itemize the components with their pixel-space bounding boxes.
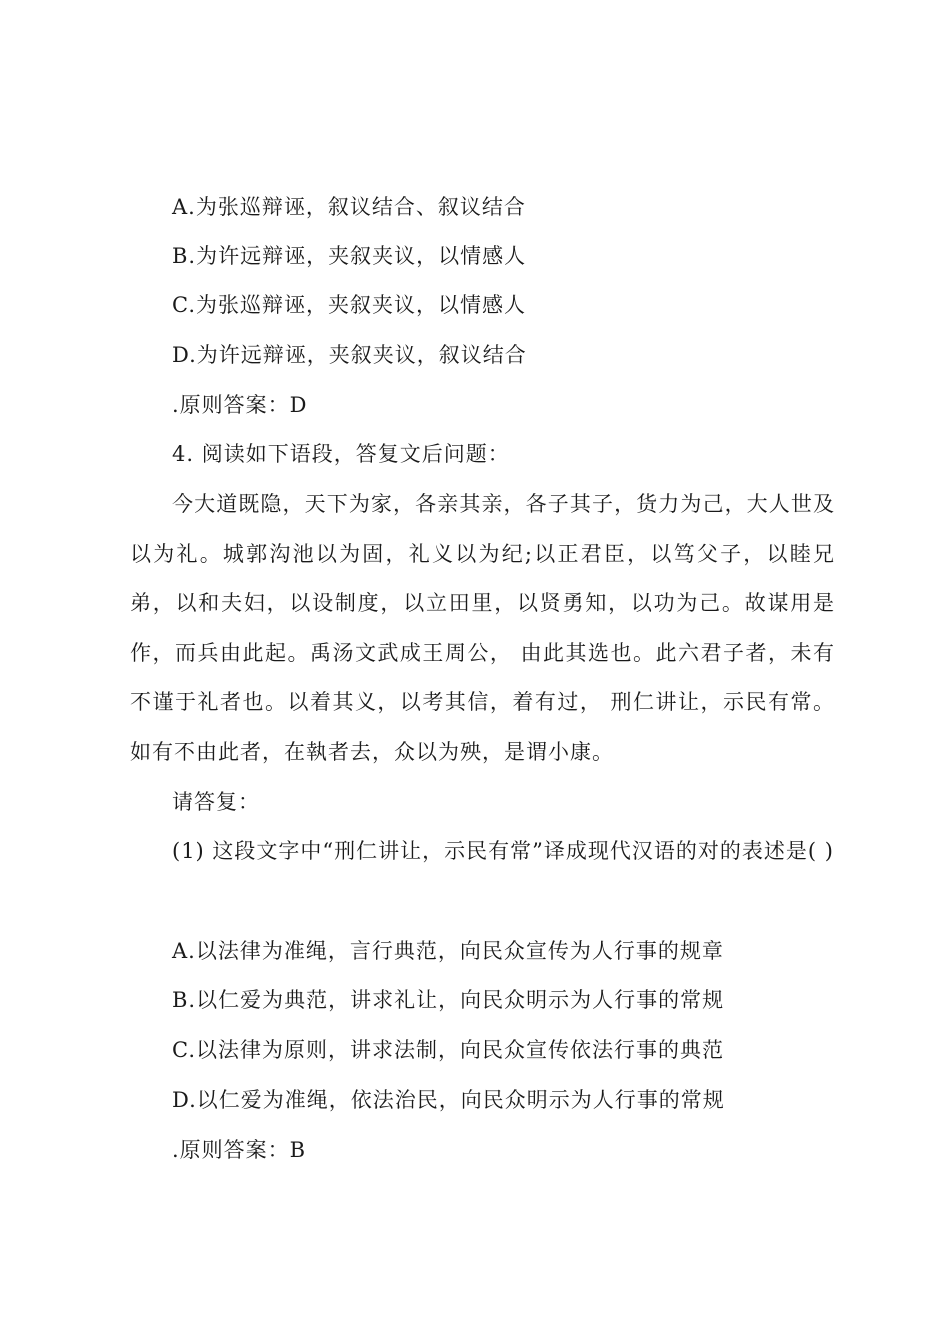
passage-text: 今大道既隐，天下为家，各亲其亲，各子其子，货力为己，大人世及以为礼。城郭沟池以为固，礼义以为纪;以正君臣，以笃父子，以睦兄弟，以和夫妇，以设制度，以立田里，以贤勇知，以功为己。故谋用是作，而兵由此起。禹汤文武成王周公， 由此其选也。此六君子者，未有不谨于礼者也。以着其义，以考其信，着有过， 刑仁讲让，示民有常。如有不由此者，在執者去，众以为殃，是谓小康。	[130, 492, 835, 764]
q3-option-a: A.为张巡辩诬，叙议结合、叙议结合	[172, 195, 526, 219]
sub-option-b: B.以仁爱为典范，讲求礼让，向民众明示为人行事的常规	[172, 988, 725, 1012]
q3-option-d: D.为许远辩诬，夹叙夹议，叙议结合	[172, 343, 527, 367]
q3-answer: .原则答案：D	[172, 393, 308, 417]
sub-question-text: (1) 这段文字中“刑仁讲让，示民有常”译成现代汉语的对的表述是( )	[172, 839, 834, 863]
sub-option-c: C.以法律为原则，讲求法制，向民众宣传依法行事的典范	[172, 1038, 724, 1062]
passage	[130, 480, 835, 777]
q3-option-b: B.为许远辩诬，夹叙夹议，以情感人	[172, 244, 527, 268]
sub-option-a: A.以法律为准绳，言行典范，向民众宣传为人行事的规章	[172, 939, 724, 963]
q4-heading: 4. 阅读如下语段，答复文后问题：	[172, 442, 510, 466]
q3-option-c: C.为张巡辩诬，夹叙夹议，以情感人	[172, 293, 526, 317]
sub-option-d: D.以仁爱为准绳，依法治民，向民众明示为人行事的常规	[172, 1088, 725, 1112]
sub-question	[130, 828, 835, 875]
answer-prompt: 请答复：	[172, 790, 260, 814]
sub-answer: .原则答案：B	[172, 1138, 307, 1162]
